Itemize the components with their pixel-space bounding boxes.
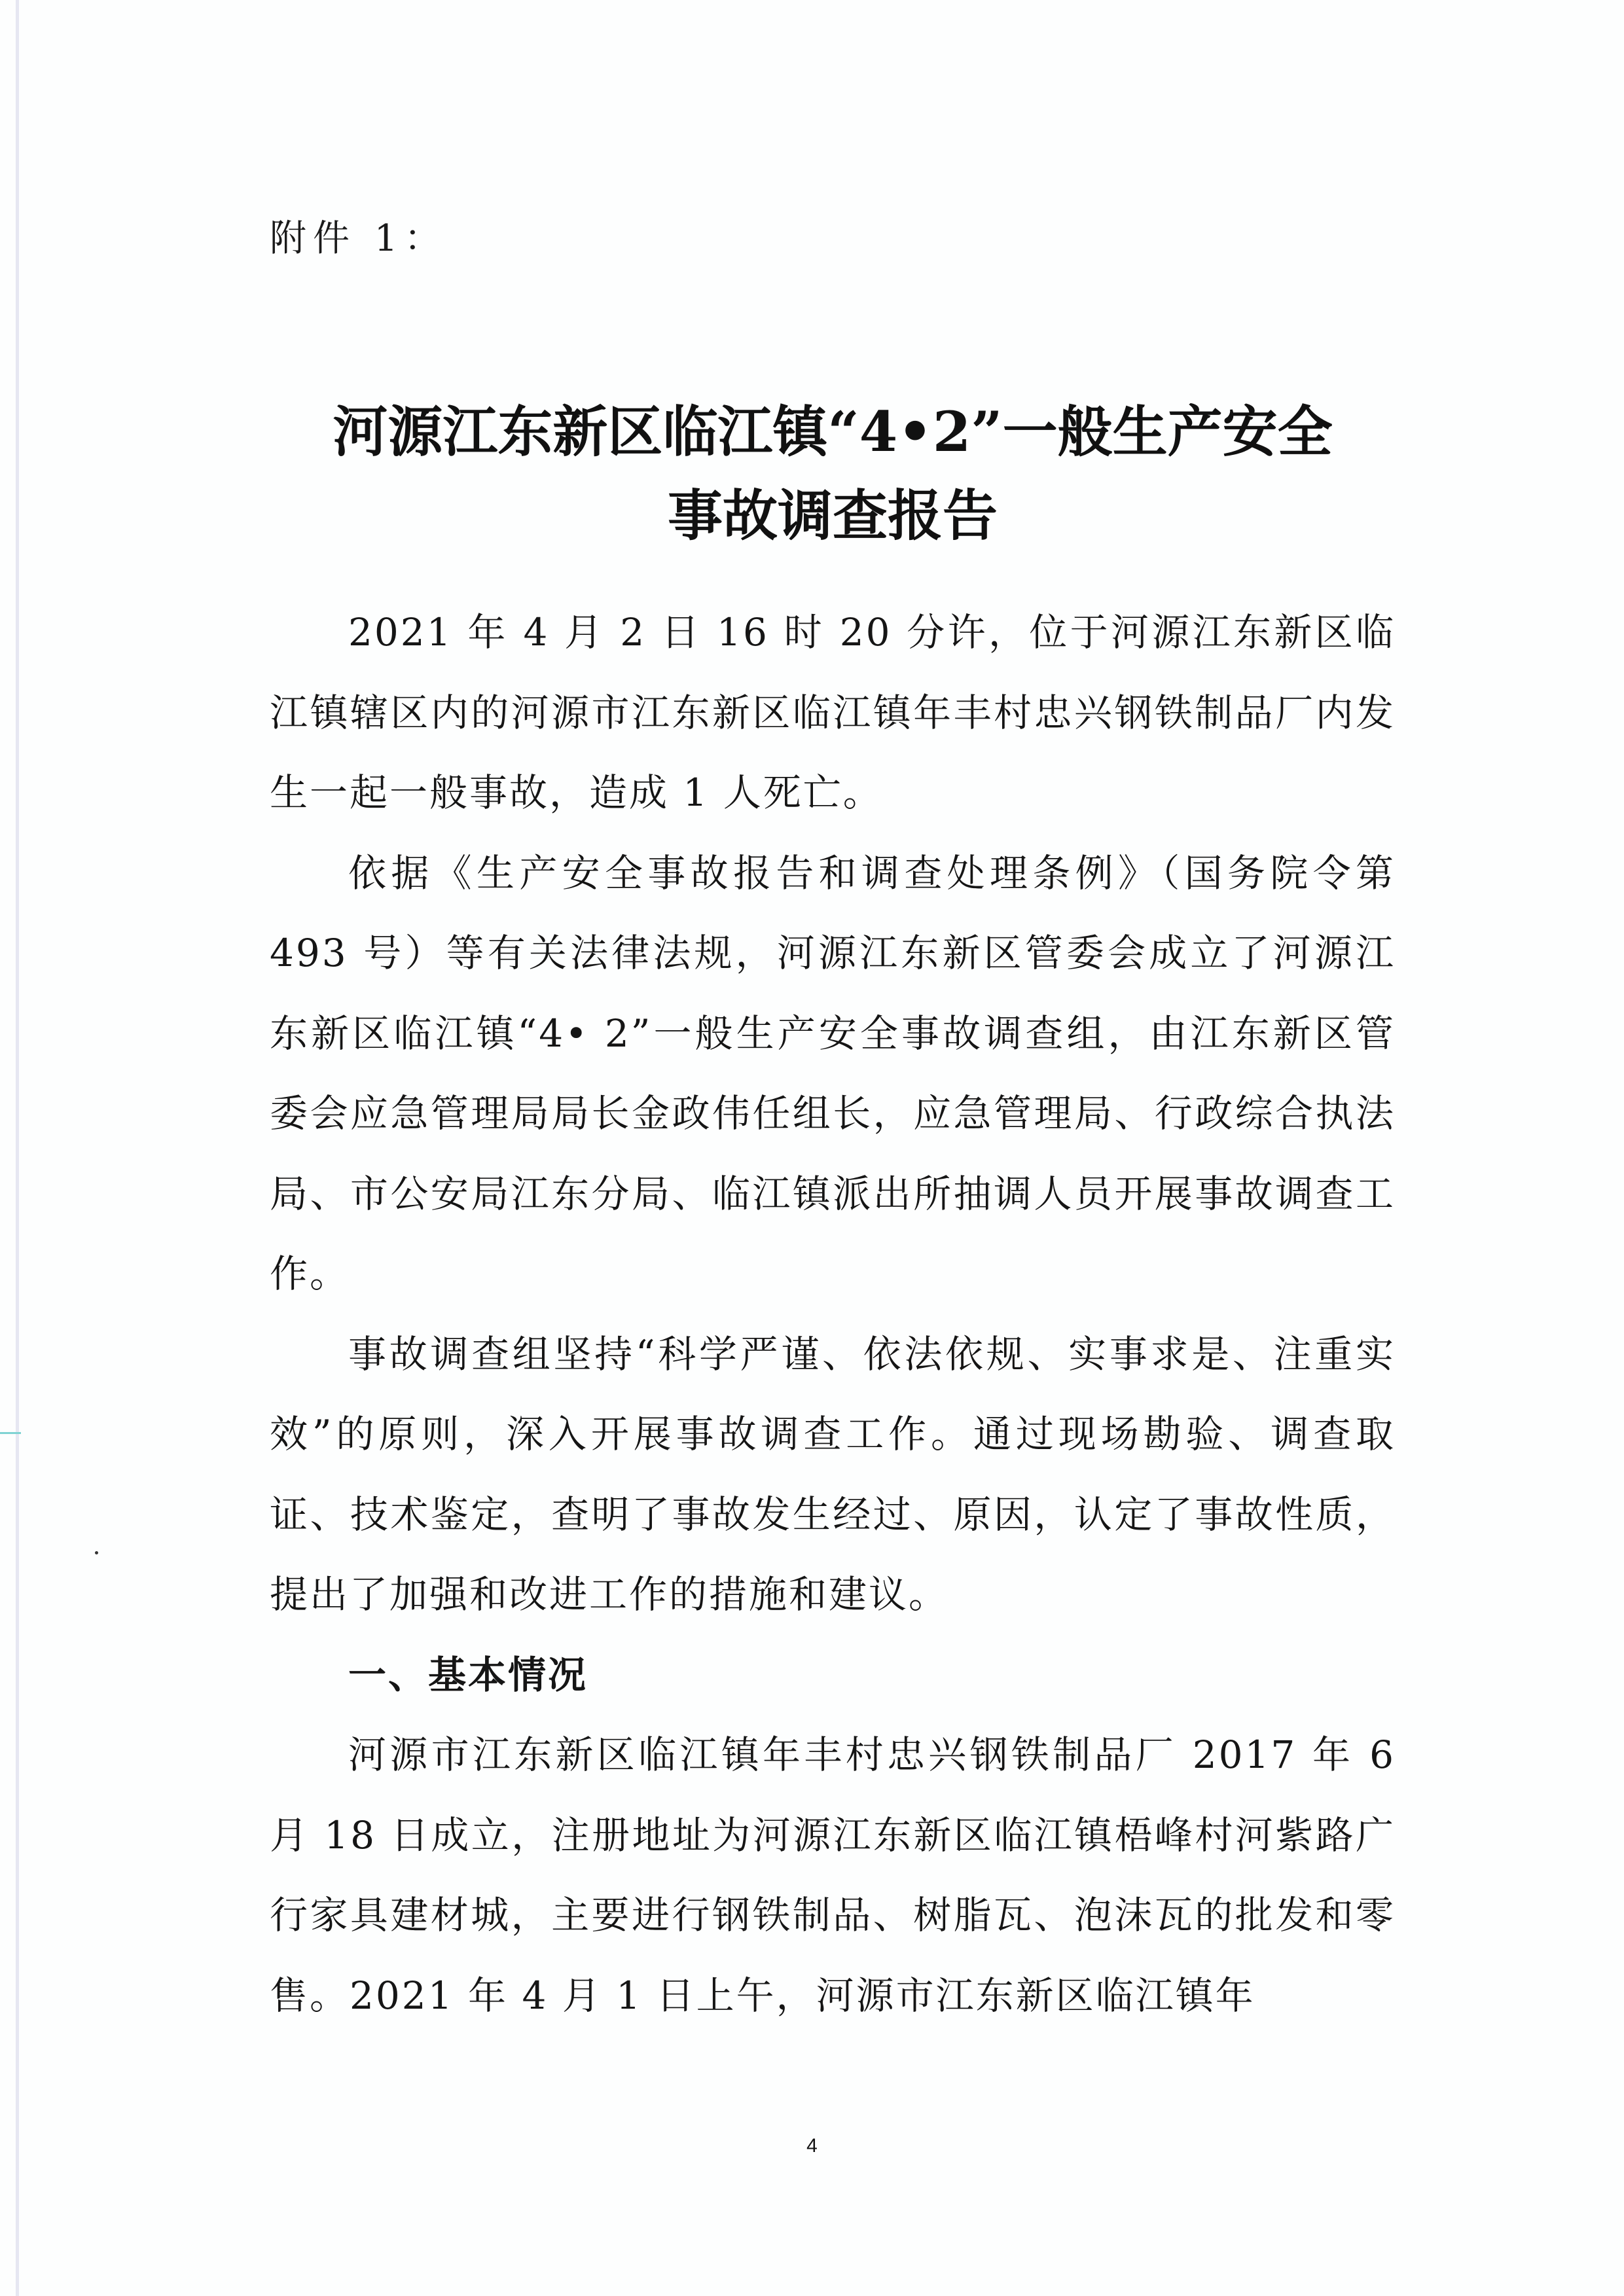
paragraph-investigation-principles: 事故调查组坚持“科学严谨、依法依规、实事求是、注重实效”的原则，深入开展事故调查工作。通过现场勘验、调查取证、技术鉴定，查明了事故发生经过、原因，认定了事故性质，提出了加强和改进工作的措施和建议。 [270, 1331, 1396, 1617]
page-number: 4 [806, 2135, 818, 2157]
scan-speck [95, 1551, 98, 1554]
paragraph-incident-summary: 2021 年 4 月 2 日 16 时 20 分许，位于河源江东新区临江镇辖区内的河源市江东新区临江镇年丰村忠兴钢铁制品厂内发生一起一般事故，造成 1 人死亡。 [270, 610, 1396, 815]
scan-margin-mark [0, 1432, 21, 1434]
paragraph-company-background: 河源市江东新区临江镇年丰村忠兴钢铁制品厂 2017 年 6 月 18 日成立，注册地址为河源江东新区临江镇梧峰村河紫路广行家具建材城，主要进行钢铁制品、树脂瓦、泡沫瓦的批发和零售。2021 年 4 月 1 日上午，河源市江东新区临江镇年 [270, 1732, 1396, 2018]
attachment-label: 附件 1： [270, 217, 448, 260]
section-heading-basic-info: 一、基本情况 [348, 1652, 588, 1697]
document-body [270, 592, 1396, 2036]
document-title [270, 390, 1396, 558]
document-title-line-1: 河源江东新区临江镇“4•2”一般生产安全 [333, 399, 1333, 465]
document-title-line-2: 事故调查报告 [667, 483, 998, 548]
scan-edge-line [16, 0, 19, 2296]
paragraph-investigation-team: 依据《生产安全事故报告和调查处理条例》（国务院令第 493 号）等有关法律法规，河源江东新区管委会成立了河源江东新区临江镇“4• 2”一般生产安全事故调查组，由江东新区管委会应急管理局局长金政伟任组长，应急管理局、行政综合执法局、市公安局江东分局、临江镇派出所抽调人员开展事故调查工作。 [270, 850, 1396, 1296]
